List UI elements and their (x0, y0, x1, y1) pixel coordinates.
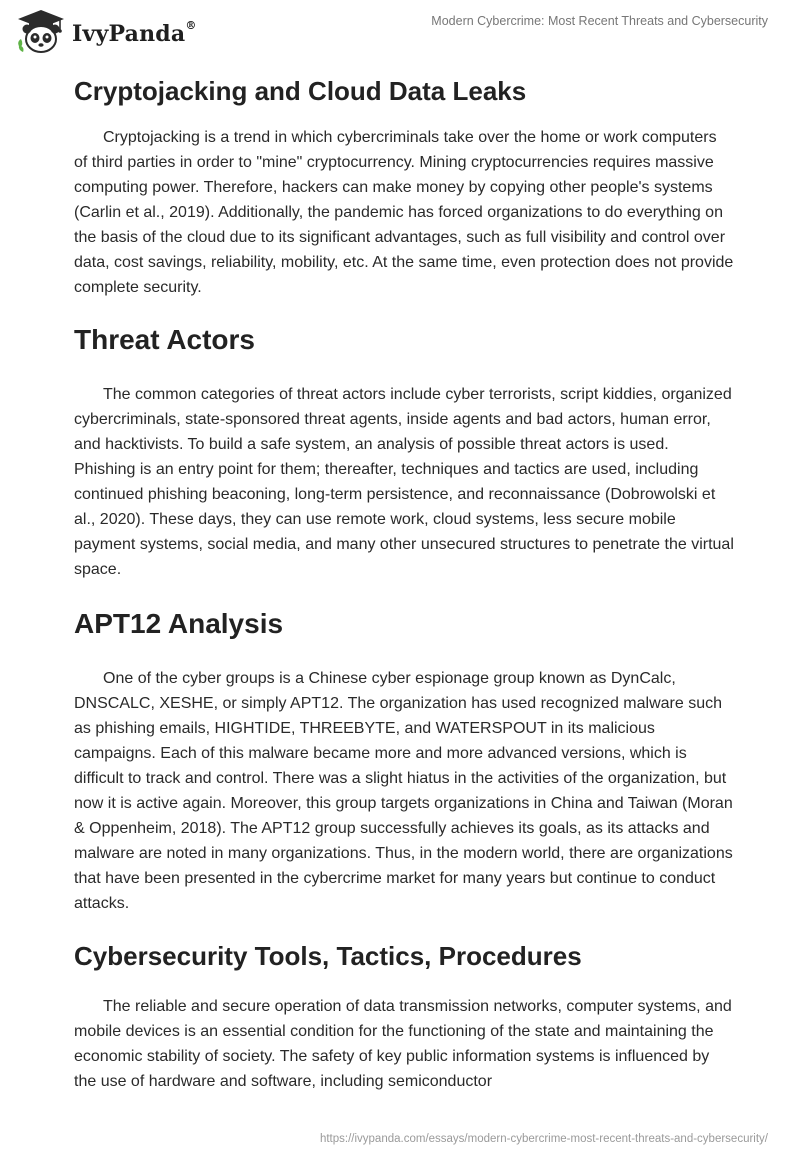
section-paragraph-threat-actors: The common categories of threat actors include cyber terrorists, script kiddies, organized cybercriminals, state-sponsored threat agents, inside agents and bad actors, human error, and hacktivists. To build a safe system, an analysis of possible threat actors is used. Phishing is an entry point for them; thereafter, techniques and tactics are used, including continued phishing beaconing, long-term persistence, and reconnaissance (Dobrowolski et al., 2020). These days, they can use remote work, cloud systems, less secure mobile payment systems, social media, and many other unsecured structures to penetrate the virtual space. (74, 386, 734, 578)
panda-graduate-icon (14, 8, 68, 56)
page-header (0, 0, 800, 60)
section-heading-cryptojacking: Cryptojacking and Cloud Data Leaks (74, 76, 527, 106)
document-title: Modern Cybercrime: Most Recent Threats and Cybersecurity (431, 14, 768, 28)
essay-body (74, 70, 734, 1094)
logo-wordmark (72, 21, 197, 47)
logo-name: IvyPanda (72, 21, 186, 47)
section-paragraph-cybersecurity-tools: The reliable and secure operation of data transmission networks, computer systems, and mobile devices is an essential condition for the functioning of the state and maintaining the economic stability of society. The safety of key public information systems is influenced by the use of hardware and software, including semiconductor (74, 998, 732, 1090)
footer-source-link[interactable]: https://ivypanda.com/essays/modern-cybercrime-most-recent-threats-and-cybersecurity/ (319, 1133, 768, 1145)
section-heading-cybersecurity-tools: Cybersecurity Tools, Tactics, Procedures (74, 941, 582, 971)
section-heading-apt12: APT12 Analysis (74, 608, 284, 639)
ivypanda-logo[interactable] (14, 8, 197, 56)
section-heading-threat-actors: Threat Actors (74, 324, 256, 355)
registered-mark: ® (185, 19, 197, 32)
section-paragraph-apt12: One of the cyber groups is a Chinese cyber espionage group known as DynCalc, DNSCALC, XESHE, or simply APT12. The organization has used recognized malware such as phishing emails, HIGHTIDE, THREEBYTE, and WATERSPOUT in its malicious campaigns. Each of this malware became more and more advanced versions, which is difficult to track and control. There was a slight hiatus in the activities of the organization, but now it is active again. Moreover, this group targets organizations in China and Taiwan (Moran & Oppenheim, 2018). The APT12 group successfully achieves its goals, as its attacks and malware are noted in many organizations. Thus, in the modern world, there are organizations that have been presented in the cybercrime market for many years but continue to conduct attacks. (74, 670, 733, 912)
section-paragraph-cryptojacking: Cryptojacking is a trend in which cybercriminals take over the home or work computers of third parties in order to "mine" cryptocurrency. Mining cryptocurrencies requires massive computing power. Therefore, hackers can make money by copying other people's systems (Carlin et al., 2019). Additionally, the pandemic has forced organizations to do everything on the basis of the cloud due to its significant advantages, such as full visibility and control over data, cost savings, reliability, mobility, etc. At the same time, even protection does not provide complete security. (74, 129, 734, 296)
